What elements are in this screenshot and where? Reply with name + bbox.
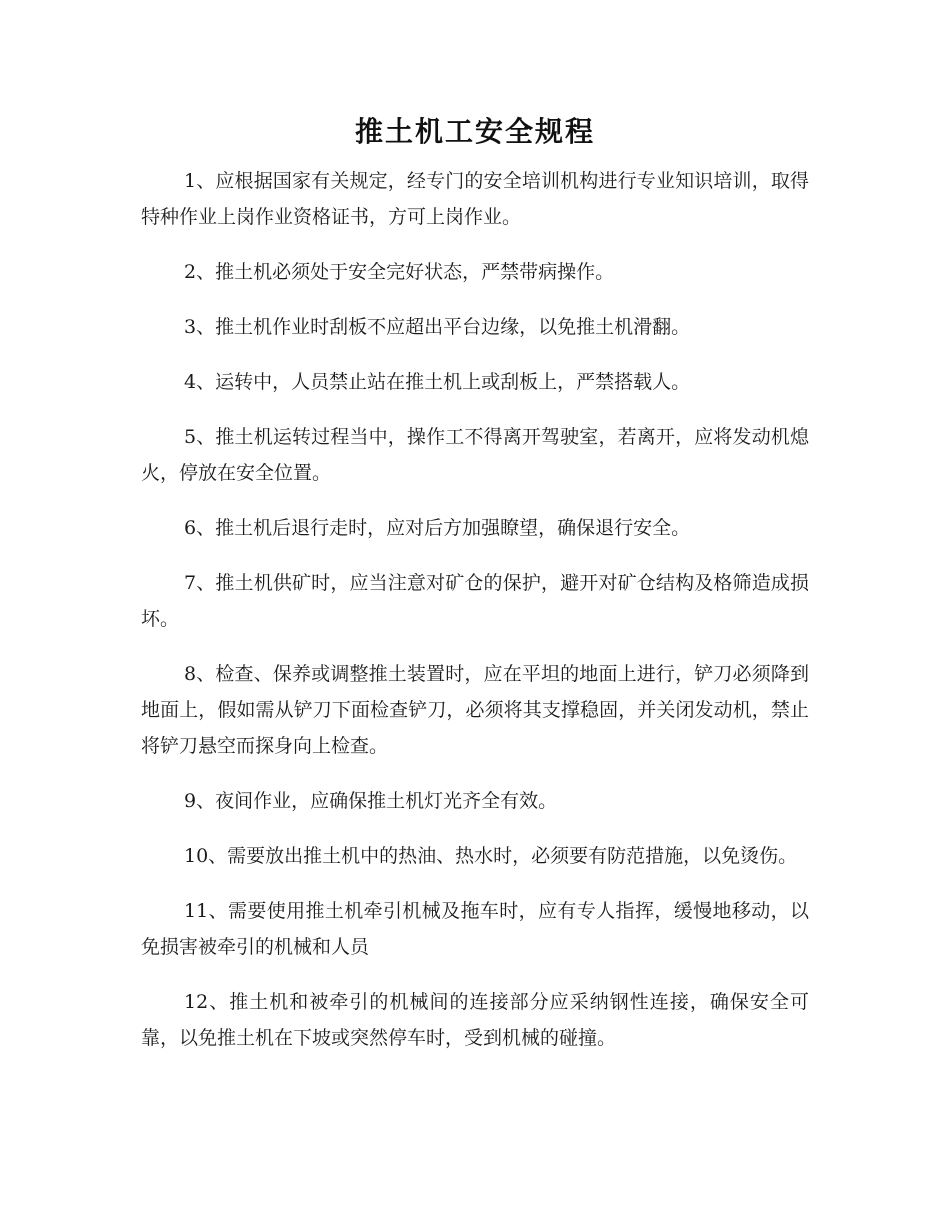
document-title: 推土机工安全规程	[354, 115, 595, 148]
paragraph-2: 2、推土机必须处于安全完好状态，严禁带病操作。	[184, 261, 615, 283]
paragraph-3: 3、推土机作业时刮板不应超出平台边缘，以免推土机滑翻。	[184, 316, 691, 338]
paragraph-11: 11、需要使用推土机牵引机械及拖车时，应有专人指挥，缓慢地移动，以免损害被牵引的机械和人员	[141, 900, 809, 958]
paragraph-10: 10、需要放出推土机中的热油、热水时，必须要有防范措施，以免烫伤。	[184, 845, 798, 867]
paragraph-1: 1、应根据国家有关规定，经专门的安全培训机构进行专业知识培训，取得特种作业上岗作业资格证书，方可上岗作业。	[141, 170, 809, 228]
paragraph-12: 12、推土机和被牵引的机械间的连接部分应采纳钢性连接，确保安全可靠，以免推土机在下坡或突然停车时，受到机械的碰撞。	[141, 991, 809, 1049]
document-body	[141, 163, 809, 1075]
paragraph-8: 8、检查、保养或调整推土装置时，应在平坦的地面上进行，铲刀必须降到地面上，假如需从铲刀下面检查铲刀，必须将其支撑稳固，并关闭发动机，禁止将铲刀悬空而探身向上检查。	[141, 663, 809, 757]
paragraph-9: 9、夜间作业，应确保推土机灯光齐全有效。	[184, 790, 558, 812]
paragraph-4: 4、运转中，人员禁止站在推土机上或刮板上，严禁搭载人。	[184, 371, 691, 393]
paragraph-7: 7、推土机供矿时，应当注意对矿仓的保护，避开对矿仓结构及格筛造成损坏。	[141, 572, 809, 630]
paragraph-5: 5、推土机运转过程当中，操作工不得离开驾驶室，若离开，应将发动机熄火，停放在安全位置。	[141, 426, 809, 484]
paragraph-6: 6、推土机后退行走时，应对后方加强瞭望，确保退行安全。	[184, 517, 691, 539]
